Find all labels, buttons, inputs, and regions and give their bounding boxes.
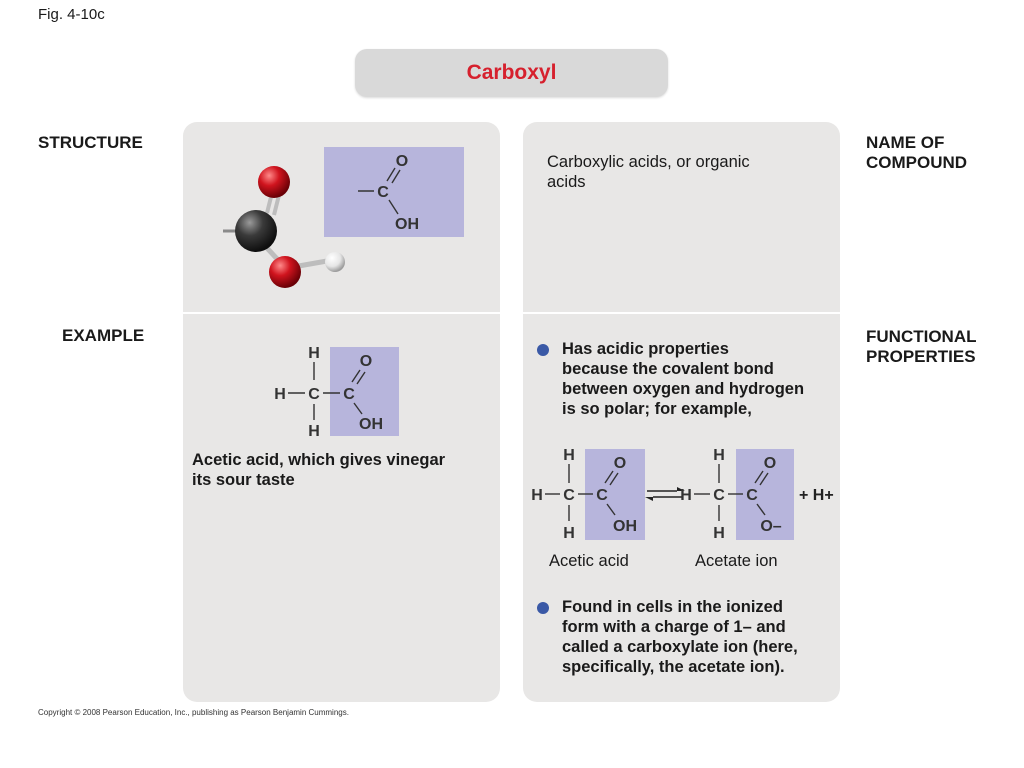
atom-o: O [613,455,627,472]
proton-label: + H+ [799,487,834,504]
atom-c: C [596,487,608,504]
name-of-compound-line-2: COMPOUND [866,153,968,172]
compound-name-line-1: Carboxylic acids, or organic [547,153,750,171]
oxygen-atom [269,256,301,288]
property-1-line-1: Has acidic properties [562,340,729,358]
atom-c: C [377,184,389,201]
atom-o: O [763,455,777,472]
title: Carboxyl [466,61,557,84]
name-of-compound-line-1: NAME OF [866,133,945,152]
atom-o: O [395,153,409,170]
atom-oh: OH [359,416,383,433]
atom-h: H [531,487,543,504]
equilibrium-arrows-icon [645,487,685,501]
carbon-atom [235,210,277,252]
functional-properties-line-2: PROPERTIES [866,347,976,366]
property-1-line-2: because the covalent bond [562,360,774,378]
property-2-line-2: form with a charge of 1– and [562,618,786,636]
property-1-line-4: is so polar; for example, [562,400,752,418]
atom-h: H [563,447,575,464]
atom-h: H [274,386,286,403]
example-caption-line-2: its sour taste [192,471,295,489]
property-2-line-4: specifically, the acetate ion). [562,658,785,676]
copyright: Copyright © 2008 Pearson Education, Inc., publishing as Pearson Benjamin Cummings. [38,708,349,717]
reactant-label: Acetic acid [549,552,629,570]
atom-h: H [308,345,320,362]
atom-h: H [713,525,725,542]
formula-highlight [324,147,464,237]
example-caption-line-1: Acetic acid, which gives vinegar [192,451,446,469]
atom-c: C [563,487,575,504]
atom-o: O [359,353,373,370]
property-2-line-3: called a carboxylate ion (here, [562,638,798,656]
acetic-acid-formula [268,340,408,440]
atom-oh: OH [613,518,637,535]
figure-label: Fig. 4-10c [38,6,105,23]
structure-label: STRUCTURE [38,133,143,152]
product-label: Acetate ion [695,552,778,570]
left-panel-divider [183,312,500,314]
atom-c: C [343,386,355,403]
carboxyl-structural-formula [324,147,464,237]
atom-c: C [746,487,758,504]
atom-h: H [563,525,575,542]
compound-name-line-2: acids [547,173,586,191]
right-panel-divider [523,312,840,314]
atom-h: H [680,487,692,504]
model-bond [274,195,279,215]
property-2 [562,597,798,677]
property-1 [562,339,804,419]
name-of-compound-label [866,133,967,173]
ionization-reaction [526,443,838,543]
atom-c: C [308,386,320,403]
functional-properties-label [866,327,976,367]
atom-oh: OH [395,216,419,233]
bullet-icon [537,602,549,614]
hydrogen-atom [325,252,345,272]
atom-h: H [308,423,320,440]
atom-h: H [713,447,725,464]
property-2-line-1: Found in cells in the ionized [562,598,783,616]
atom-c: C [713,487,725,504]
functional-properties-line-1: FUNCTIONAL [866,327,977,346]
compound-name [547,152,750,192]
atom-o-minus: O– [760,518,782,535]
oxygen-atom [258,166,290,198]
bullet-icon [537,344,549,356]
title-box [355,49,668,97]
property-1-line-3: between oxygen and hydrogen [562,380,805,398]
example-caption [192,450,445,490]
example-label: EXAMPLE [62,326,145,345]
